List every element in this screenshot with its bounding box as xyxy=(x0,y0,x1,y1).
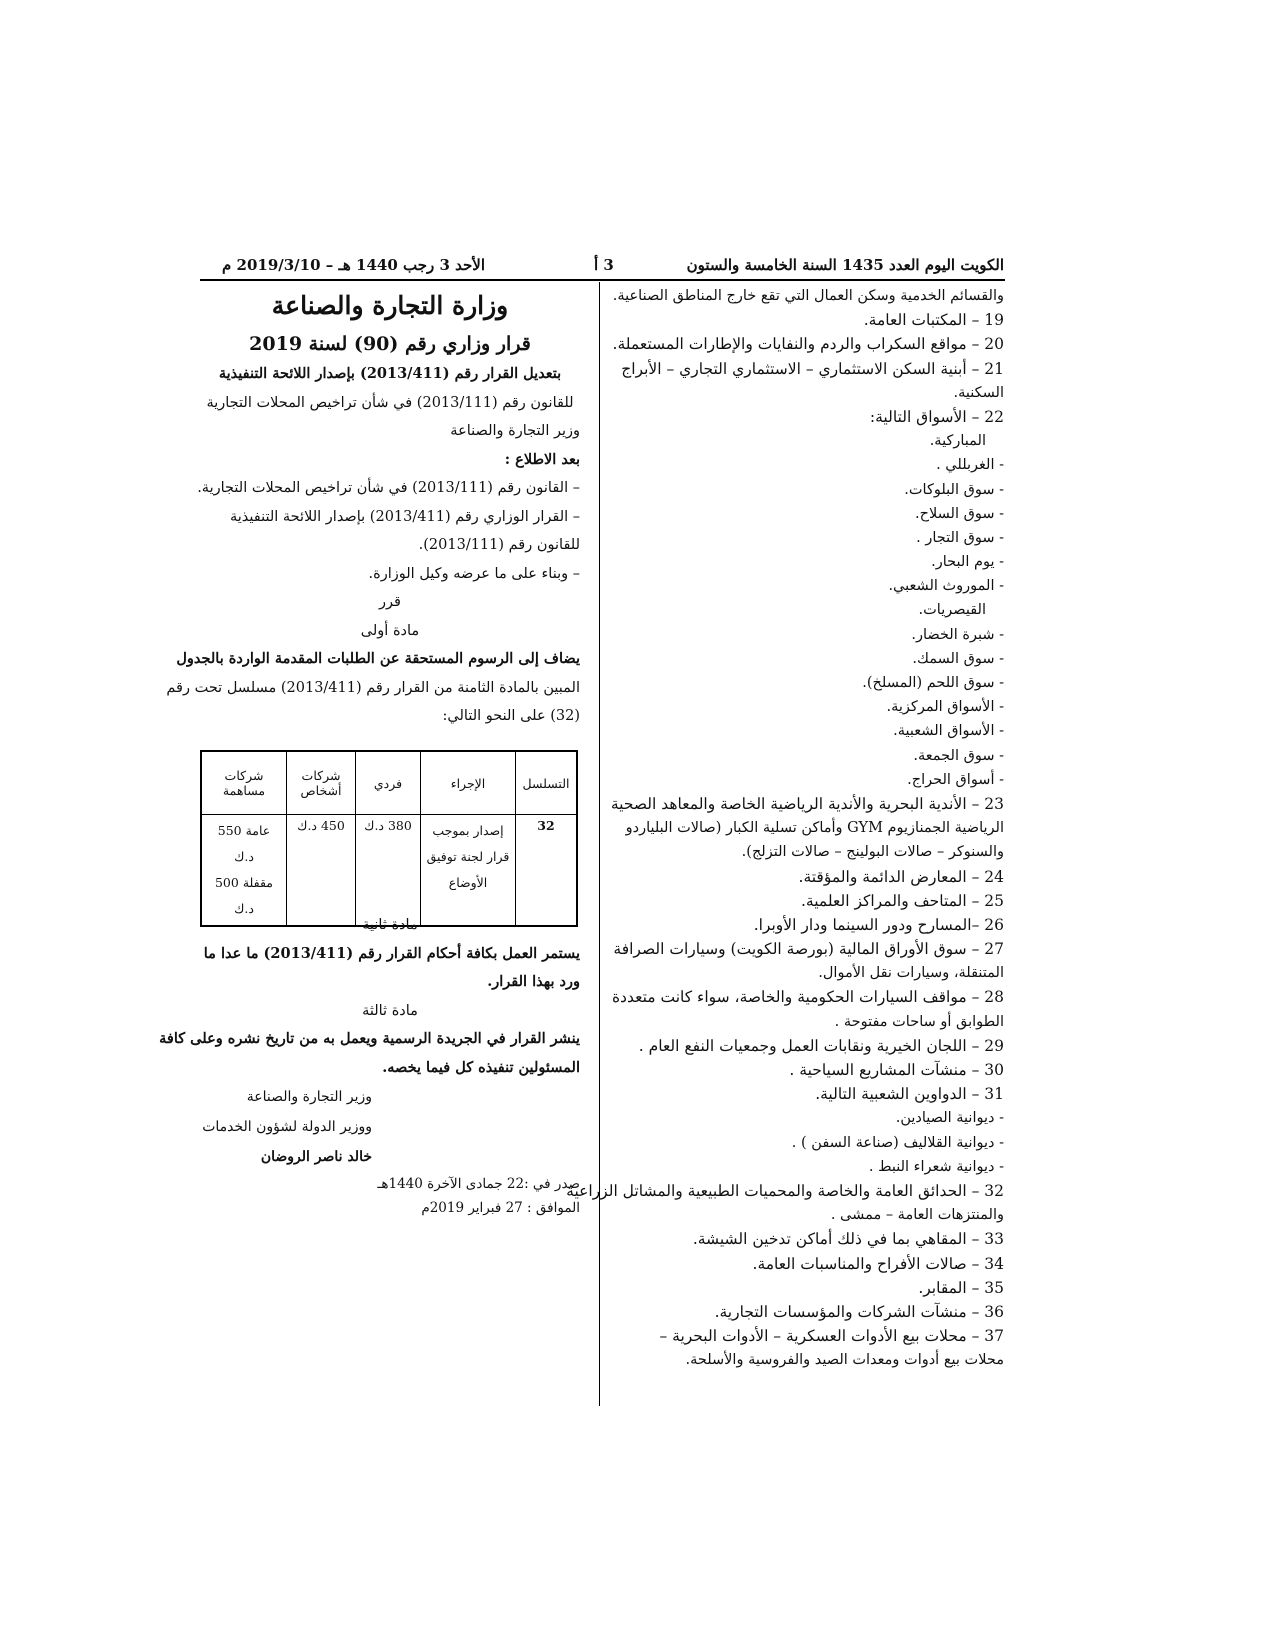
left-column-lower xyxy=(159,911,580,1220)
list-item: - سوق السلاح. xyxy=(914,505,1004,522)
list-item: - أسواق الحراج. xyxy=(907,771,1004,788)
list-item: والسنوكر – صالات البولينج – صالات التزلج). xyxy=(741,844,1004,861)
list-item: 24 – المعارض الدائمة والمؤقتة. xyxy=(798,867,1004,886)
article-text: (32) على النحو التالي: xyxy=(442,708,580,724)
list-item: 31 – الدواوين الشعبية التالية. xyxy=(815,1085,1004,1104)
column-header: شركات أشخاص xyxy=(287,751,356,815)
column-header: فردي xyxy=(356,751,421,815)
list-item: - ديوانية القلاليف (صناعة السفن ) . xyxy=(791,1134,1004,1151)
table-header-row xyxy=(201,751,577,815)
review-item: – القانون رقم (2013/111) في شأن تراخيص المحلات التجارية. xyxy=(197,480,580,496)
list-item: المباركية. xyxy=(929,433,986,450)
article-text: يستمر العمل بكافة أحكام القرار رقم (2013/411) ما عدا ما xyxy=(203,944,580,962)
list-item: 25 – المتاحف والمراكز العلمية. xyxy=(801,891,1004,910)
column-header: التسلسل xyxy=(516,751,578,815)
table-row xyxy=(201,815,577,927)
list-item: 32 – الحدائق العامة والخاصة والمحميات الطبيعية والمشاتل الزراعية xyxy=(566,1181,1004,1200)
column-header: الإجراء xyxy=(421,751,516,815)
list-item: 33 – المقاهي بما في ذلك أماكن تدخين الشيشة. xyxy=(692,1230,1004,1249)
article-text: المبين بالمادة الثامنة من القرار رقم (2013/411) مسلسل تحت رقم xyxy=(166,679,580,696)
list-item: 36 – منشآت الشركات والمؤسسات التجارية. xyxy=(714,1302,1004,1321)
list-item: - ديوانية الصيادين. xyxy=(895,1110,1004,1127)
minister-intro: وزير التجارة والصناعة xyxy=(450,423,580,439)
column-header: شركات مساهمة xyxy=(201,751,287,815)
list-item: - الأسواق المركزية. xyxy=(886,699,1004,716)
review-item-continued: للقانون رقم (2013/111). xyxy=(418,537,580,553)
article-text: يضاف إلى الرسوم المستحقة عن الطلبات المقدمة الواردة بالجدول xyxy=(176,650,580,667)
list-item: - سوق البلوكات. xyxy=(904,481,1004,498)
decided-heading: قرر xyxy=(379,594,401,610)
list-item: محلات بيع أدوات ومعدات الصيد والفروسية والأسلحة. xyxy=(685,1352,1004,1369)
review-item: – القرار الوزاري رقم (2013/411) بإصدار اللائحة التنفيذية xyxy=(229,508,580,525)
article-heading: مادة ثانية xyxy=(362,917,418,933)
article-heading: مادة أولى xyxy=(360,622,420,639)
list-item: - ديوانية شعراء النبط . xyxy=(868,1158,1004,1175)
list-item: السكنية. xyxy=(953,384,1004,401)
list-item: 21 – أبنية السكن الاستثماري – الاستثماري التجاري – الأبراج xyxy=(621,359,1004,378)
review-item: – وبناء على ما عرضه وكيل الوزارة. xyxy=(368,565,580,582)
list-item: 37 – محلات بيع الأدوات العسكرية – الأدوات البحرية – xyxy=(659,1327,1004,1346)
decision-title: قرار وزاري رقم (90) لسنة 2019 xyxy=(249,333,531,355)
list-item: 30 – منشآت المشاريع السياحية . xyxy=(789,1061,1004,1079)
list-item: - يوم البحار. xyxy=(931,554,1004,571)
header-divider xyxy=(200,279,1005,281)
list-item: 23 – الأندية البحرية والأندية الرياضية الخاصة والمعاهد الصحية xyxy=(610,794,1004,813)
issue-date-gregorian: الموافق : 27 فبراير 2019م xyxy=(421,1200,580,1216)
gazette-issue-info: الكويت اليوم العدد 1435 السنة الخامسة والستون xyxy=(686,256,1004,274)
article-text: ينشر القرار في الجريدة الرسمية ويعمل به من تاريخ نشره وعلى كافة xyxy=(159,1030,580,1047)
article-text: المسئولين تنفيذه كل فيما يخصه. xyxy=(382,1058,580,1076)
partnership-fee-cell: 450 د.ك xyxy=(287,815,356,927)
procedure-line: قرار لجنة توفيق xyxy=(426,849,510,864)
column-divider xyxy=(599,282,600,1406)
list-item: 35 – المقابر. xyxy=(918,1278,1004,1297)
list-item: 28 – مواقف السيارات الحكومية والخاصة، سواء كانت متعددة xyxy=(611,988,1004,1007)
shareholding-line: مقفلة 500 د.ك xyxy=(214,875,273,916)
decision-subtitle: بتعديل القرار رقم (2013/411) بإصدار اللائحة التنفيذية xyxy=(218,365,562,382)
procedure-line: الأوضاع xyxy=(448,875,488,890)
ministry-title: وزارة التجارة والصناعة xyxy=(271,291,509,320)
list-item: 27 – سوق الأوراق المالية (بورصة الكويت) وسيارات الصرافة xyxy=(613,940,1004,959)
list-item: - سوق التجار . xyxy=(916,529,1004,546)
article-text: ورد بهذا القرار. xyxy=(487,973,580,990)
list-item: 19 – المكتبات العامة. xyxy=(863,311,1004,330)
serial-cell: 32 xyxy=(516,815,578,927)
after-review-heading: بعد الاطلاع : xyxy=(504,450,580,468)
list-item: القيصريات. xyxy=(918,602,986,619)
list-item: 34 – صالات الأفراح والمناسبات العامة. xyxy=(752,1254,1004,1273)
shareholding-line: عامة 550 د.ك xyxy=(217,823,271,864)
individual-fee-cell: 380 د.ك xyxy=(356,815,421,927)
list-item: والقسائم الخدمية وسكن العمال التي تقع خارج المناطق الصناعية. xyxy=(612,288,1004,304)
list-item: - سوق الجمعة. xyxy=(913,747,1004,764)
left-column xyxy=(166,284,580,731)
article-heading: مادة ثالثة xyxy=(362,1002,418,1019)
signature-line: وزير التجارة والصناعة xyxy=(246,1089,372,1105)
decision-subtitle: للقانون رقم (2013/111) في شأن تراخيص المحلات التجارية xyxy=(206,394,574,411)
fee-table xyxy=(200,750,578,927)
procedure-cell xyxy=(421,815,516,927)
list-item: 20 – مواقع السكراب والردم والنفايات والإطارات المستعملة. xyxy=(612,335,1004,354)
list-item: - الأسواق الشعبية. xyxy=(893,723,1004,740)
list-item: 26 –المسارح ودور السينما ودار الأوبرا. xyxy=(753,915,1004,934)
list-item: 29 – اللجان الخيرية ونقابات العمل وجمعيات النفع العام . xyxy=(638,1036,1004,1055)
issue-date-hijri: صدر في :22 جمادى الآخرة 1440هـ xyxy=(377,1176,580,1192)
issue-date: الأحد 3 رجب 1440 هـ – 2019/3/10 م xyxy=(222,256,486,274)
signature-line: ووزير الدولة لشؤون الخدمات xyxy=(202,1119,372,1135)
list-item: الطوابق أو ساحات مفتوحة . xyxy=(834,1013,1004,1030)
list-item: - سوق السمك. xyxy=(912,650,1004,667)
list-item: المتنقلة، وسيارات نقل الأموال. xyxy=(818,965,1004,982)
list-item: - الموروث الشعبي. xyxy=(888,578,1004,595)
list-item: الرياضية الجمنازيوم GYM وأماكن تسلية الكبار (صالات البلياردو xyxy=(625,820,1004,837)
list-item: والمنتزهات العامة – ممشى . xyxy=(830,1207,1004,1224)
list-item: - سوق اللحم (المسلخ). xyxy=(862,675,1004,691)
procedure-line: إصدار بموجب xyxy=(432,823,504,838)
list-item: - شبرة الخضار. xyxy=(911,626,1004,643)
list-item: 22 – الأسواق التالية: xyxy=(869,407,1004,426)
signatory-name: خالد ناصر الروضان xyxy=(260,1149,372,1165)
page-header xyxy=(222,256,1004,278)
right-column xyxy=(566,284,1004,1372)
page-number: 3 أ xyxy=(594,256,614,274)
shareholding-fee-cell xyxy=(201,815,287,927)
list-item: - الغربللي . xyxy=(936,457,1004,474)
